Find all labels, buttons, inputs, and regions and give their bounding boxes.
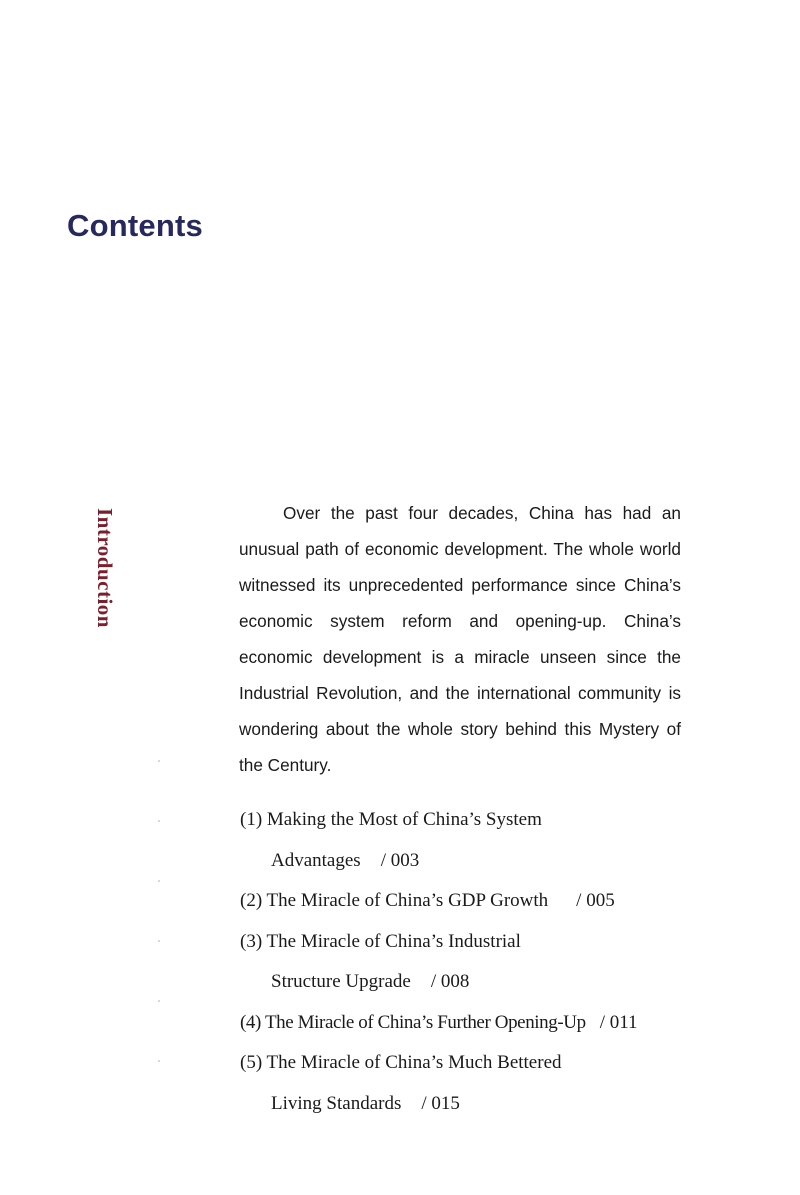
section-label-introduction: Introduction [93, 508, 117, 628]
toc-entry-5[interactable] [240, 1043, 720, 1124]
toc-entry-title [240, 1003, 720, 1044]
intro-paragraph: Over the past four decades, China has had an unusual path of economic development. The whole world witnessed its unprecedented performance since China’s economic system reform and opening-up. China’s economic development is a miracle unseen since the Industrial Revolution, and the international community is wondering about the whole story behind this Mystery of the Century. [239, 503, 681, 775]
toc-page-number: / 011 [599, 1011, 638, 1033]
toc-entry-title-continued [240, 962, 720, 1003]
toc-entry-title: (1) Making the Most of China’s System [240, 809, 542, 830]
toc-entry-4[interactable] [240, 1003, 720, 1044]
table-of-contents [240, 800, 720, 1124]
toc-entry-2[interactable] [240, 881, 720, 922]
toc-entry-3[interactable] [240, 922, 720, 1003]
toc-page-number: / 005 [576, 890, 615, 911]
toc-entry-title-continued [240, 1084, 720, 1125]
toc-entry-title-continued [240, 841, 720, 882]
toc-entry-1[interactable] [240, 800, 720, 881]
toc-entry-title-text: (4) The Miracle of China’s Further Opening-Up [240, 1011, 586, 1033]
toc-entry-title [240, 881, 720, 922]
toc-entry-title-text: (2) The Miracle of China’s GDP Growth [240, 890, 549, 911]
page-title: Contents [67, 208, 203, 243]
toc-entry-title-cont-text: Living Standards [271, 1092, 402, 1114]
toc-page-number: / 015 [421, 1092, 460, 1114]
toc-entry-title: (5) The Miracle of China’s Much Bettered [240, 1052, 562, 1073]
toc-entry-title: (3) The Miracle of China’s Industrial [240, 930, 521, 952]
toc-page-number: / 003 [380, 849, 420, 871]
toc-entry-title-cont-text: Structure Upgrade [271, 971, 411, 992]
gutter-divider [158, 760, 160, 1120]
toc-entry-title-cont-text: Advantages [271, 849, 361, 871]
toc-page-number: / 008 [430, 971, 470, 992]
